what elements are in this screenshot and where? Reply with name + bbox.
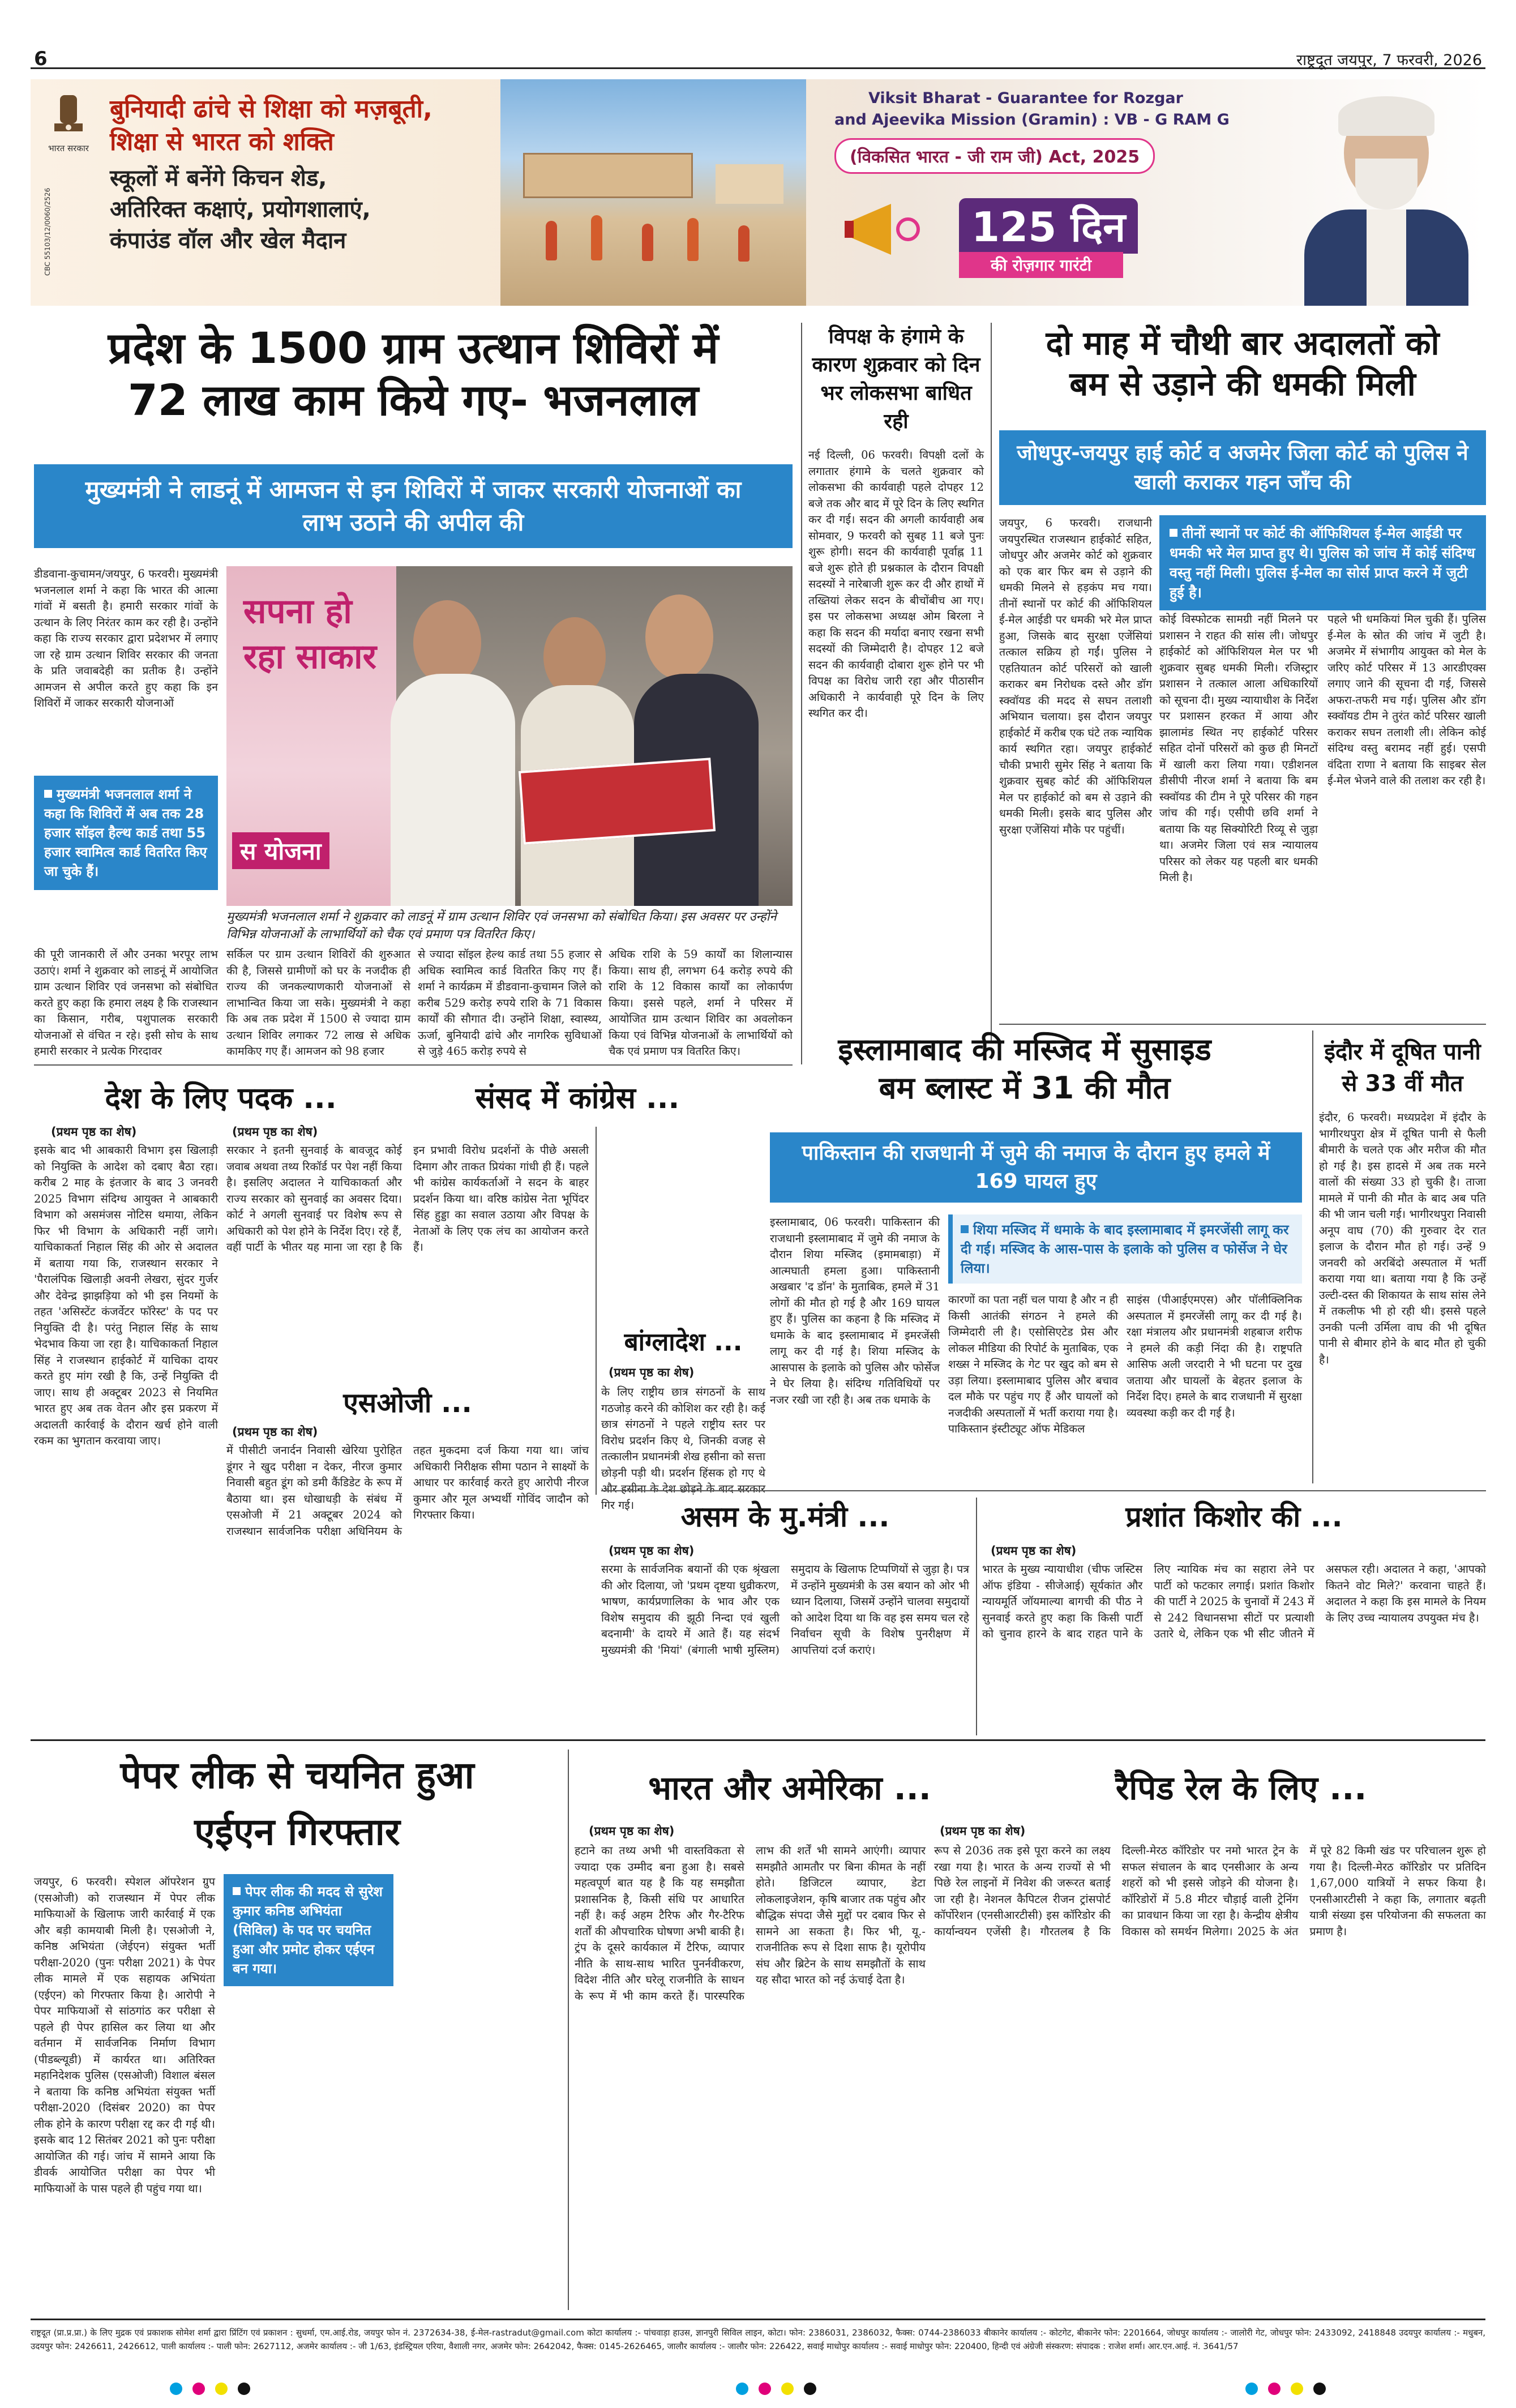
bangladesh-jump: (प्रथम पृष्ठ का शेष) (609, 1366, 695, 1379)
loksabha-headline: विपक्ष के हंगामे के कारण शुक्रवार को दिन भर लोकसभा बाधित रही (812, 325, 980, 433)
islamabad-body-1: इस्लामाबाद, 06 फरवरी। पाकिस्तान की राजधानी इस्लामाबाद में जुमे की नमाज के दौरान शिया मस्जिद (इमामबाड़ा) में आत्मघाती हमला हुआ। पाकिस्तानी अखबार 'द डॉन' के मुताबिक, हमले में 31 लोगों की मौत हो गई है और 169 घायल हुए हैं। पुलिस का कहना है कि मस्जिद में धमाके के बाद इस्लामाबाद में इमरजेंसी लागू कर दी गई है। शिया मस्जिद के आसपास के इलाके को पुलिस और फोर्सेज ने घेर लिया है। संदिग्ध गतिविधियों पर नजर रखी जा रही है। अब तक धमाके के (770, 1216, 940, 1406)
bomb-body-3: पहले भी धमकियां मिल चुकी हैं। पुलिस ई-मेल के स्रोत की जांच में जुटी है। अजमेर में संभागीय आयुक्त को मेल के जरिए कोर्ट परिसर में 13 आरडीएक्स लगाए जाने की सूचना दी गई, जिससे अफरा-तफरी मच गई। पुलिस और डॉग स्क्वॉयड टीम ने तुरंत कोर्ट परिसर खाली कराकर सघन तलाशी ली। लेकिन कोई संदिग्ध वस्तु बरामद नहीं हुई। एसपी वंदिता राणा ने बताया कि साइबर सेल ई-मेल भेजने वाले की तलाश कर रही है। (1327, 613, 1486, 787)
main-body-2: की पूरी जानकारी लें और उनका भरपूर लाभ उठाएं। शर्मा ने शुक्रवार को लाडनूं में आयोजित ग्राम उत्थान शिविर एवं जनसभा को संबोधित करते हुए कहा कि हमारा लक्ष्य है कि राजस्थान का किसान, गरीब, पशुपालक सरकारी योजनाओं से वंचित न रहे। इसी सोच के साथ हमारी सरकार ने प्रत्येक गिरदावर (34, 948, 218, 1058)
bomb-headline-1: दो माह में चौथी बार अदालतों को (1046, 324, 1440, 362)
megaphone-icon (840, 193, 925, 266)
prashant-body: भारत के मुख्य न्यायाधीश (चीफ जस्टिस ऑफ इंडिया - सीजेआई) सूर्यकांत और न्यायमूर्ति जॉयमाल्या बागची की पीठ ने सुनवाई करते हुए कहा कि किसी पार्टी को चुनाव हारने के बाद राहत पाने के लिए न्यायिक मंच का सहारा लेने पर पार्टी को फटकार लगाई। प्रशांत किशोर की पार्टी ने 2025 के चुनावों में 243 में से 242 विधानसभा सीटों पर प्रत्याशी उतारे थे, लेकिन एक भी सीट जीतने में असफल रही। अदालत ने कहा, 'आपको कितने वोट मिले?' करवाना चाहते हैं। अदालत ने कहा कि इस मामले के नियम के लिए उच्च न्यायालय उपयुक्त मंच है। (982, 1563, 1486, 1640)
bullet-square-icon (44, 790, 52, 798)
column-rule (976, 1498, 977, 1735)
ad-emblem-caption: भारत सरकार (48, 143, 89, 153)
paperleak-body-cont (399, 1874, 563, 2310)
main-headline-1: प्रदेश के 1500 ग्राम उत्थान शिविरों में (108, 323, 719, 373)
section-rule (601, 1490, 1486, 1491)
sog-body: में पीसीटी जनार्दन निवासी खेरिया पुरोहित डूंगर ने खुद परीक्षा न देकर, नीरज कुमार निवासी बहुत डूंग को डमी कैंडिडेट के रूप में बैठाया था। इस धोखाधड़ी के संबंध में एसओजी में 21 अक्टूबर 2024 को राजस्थान सार्वजनिक परीक्षा अधिनियम के तहत मुकदमा दर्ज किया गया था। जांच अधिकारी निरीक्षक सीमा पठान ने साक्ष्यों के आधार पर कार्रवाई करते हुए आरोपी नीरज कुमार और मूल अभ्यर्थी गोविंद जादौन को गिरफ्तार किया। (226, 1444, 589, 1538)
main-body-1: डीडवाना-कुचामन/जयपुर, 6 फरवरी। मुख्यमंत्री भजनलाल शर्मा ने कहा कि भारत की आत्मा गांवों में बसती है। हमारी सरकार गांवों के उत्थान के लिए निरंतर काम कर रही है। उन्होंने कहा कि राज्य सरकार द्वारा प्रदेशभर में लगाए जा रहे ग्राम उत्थान शिविर सरकार की जनता के प्रति जवाबदेही का प्रतीक है। उन्होंने आमजन से अपील करते हुए कहा कि इन शिविरों में जाकर सरकारी योजनाओं (34, 567, 218, 709)
main-highlight-text: मुख्यमंत्री भजनलाल शर्मा ने कहा कि शिविरों में अब तक 28 हजार सॉइल हैल्थ कार्ड तथा 55 हजार स्वामित्व कार्ड वितरित किए जा चुके हैं। (44, 786, 207, 879)
ad-sub-2: अतिरिक्त कक्षाएं, प्रयोगशालाएं, (110, 196, 371, 223)
ad-portrait (1293, 91, 1480, 306)
loksabha-body: नई दिल्ली, 06 फरवरी। विपक्षी दलों के लगातार हंगामे के चलते शुक्रवार को लोकसभा की कार्यवाही पहले दोपहर 12 बजे तक और बाद में पूरे दिन के लिए स्थगित कर दी गई। सदन की अगली कार्यवाही अब सोमवार, 9 फरवरी को सुबह 11 बजे पुनः शुरू होगी। सदन की कार्यवाही पूर्वाह्न 11 बजे शुरू होते ही प्रश्नकाल के दौरान विपक्षी सदस्यों ने नारेबाजी शुरू कर दी और हाथों में तख्तियां लेकर सदन के बीचोंबीच आ गए। इस पर लोकसभा अध्यक्ष ओम बिरला ने कहा कि सदन की मर्यादा बनाए रखना सभी सदस्यों की जिम्मेदारी है। दोपहर 12 बजे सदन की कार्यवाही दोबारा शुरू होने पर भी विपक्ष का विरोध जारी रहा और पीठासीन अधिकारी ने कार्यवाही पूरे दिन के लिए स्थगित कर दी। (808, 448, 984, 720)
bomb-subhead: जोधपुर-जयपुर हाई कोर्ट व अजमेर जिला कोर्ट को पुलिस ने खाली कराकर गहन जाँच की (999, 430, 1486, 505)
paperleak-headline-2: एईएन गिरफ्तार (194, 1810, 400, 1854)
photo-banner-text: सपना हो रहा साकार (243, 592, 377, 677)
congress-body: सरकार ने इतनी सुनवाई के बावजूद कोई जवाब अथवा तथ्य रिकॉर्ड पर पेश नहीं किया है। इसलिए अदालत ने याचिकाकर्ता और राज्य सरकार को सुनवाई का अवसर दिया। कोर्ट ने अगली सुनवाई पर विशेष रूप से अधिकारी को पेश होने के निर्देश दिए। रहे हैं, वहीं पार्टी के भीतर यह माना जा रहा है कि इन प्रभावी विरोध प्रदर्शनों के पीछे असली दिमाग और ताकत प्रियंका गांधी ही हैं। पहले भी कांग्रेस कार्यकर्ताओं ने सदन के बाहर प्रदर्शन किया था। वरिष्ठ कांग्रेस नेता भूपिंदर सिंह हुड्डा का सवाल उठाया और विपक्ष के नेताओं के लिए एक लंच का आयोजन करते हैं। (226, 1144, 589, 1254)
ad-headline-2: शिक्षा से भारत को शक्ति (110, 127, 334, 156)
islamabad-headline-2: बम ब्लास्ट में 31 की मौत (879, 1070, 1171, 1106)
main-body-4: से ज्यादा सॉइल हेल्थ कार्ड तथा 55 हजार से अधिक स्वामित्व कार्ड वितरित किए गए हैं। शर्मा ने कार्यक्रम में डीडवाना-कुचामन जिले को करीब 529 करोड़ रुपये राशि के 71 विकास कार्यों की सौगात दी। उन्होंने शिक्षा, स्वास्थ्य, ऊर्जा, बुनियादी ढांचे और नागरिक सुविधाओं से जुड़े 465 करोड़ रुपये से (418, 948, 602, 1058)
ad-right-title-1: Viksit Bharat - Guarantee for Rozgar (868, 89, 1183, 107)
bullet-square-icon (961, 1225, 969, 1233)
section-rule (999, 1024, 1486, 1025)
print-registration-marks (0, 2378, 1516, 2401)
footer-imprint: राष्ट्रदूत (प्रा.प्र.प्रा.) के लिए मुद्रक एवं प्रकाशक सोमेश शर्मा द्वारा प्रिंटिंग एवं प्रकाशन : सुधर्मा, एम.आई.रोड, जयपुर फोन नं. 2372634-38, ई-मेल-rastradut@gmail.com कोटा कार्यालय :- पांचवाड़ा हाउस, ज्ञानपुरी सिविल लाइन, कोटा। फोन: 2386031, 2386032, फैक्स: 0744-2386033 बीकानेर कार्यालय :- कोटगेट, बीकानेर फोन: 2201664, जोधपुर कार्यालय :- जालोरी गेट, जोधपुर फोन: 2433092, 2418848 उदयपुर कार्यालय :- मधुबन, उदयपुर फोन: 2426611, 2426612, पाली कार्यालय :- पाली फोन: 2627112, अजमेर कार्यालय :- जी 1/63, इंडस्ट्रियल एरिया, वैशाली नगर, अजमेर फोन: 2642042, फैक्स: 0145-2626465, जालौर कार्यालय :- जालौर फोन: 226422, सवाई माधोपुर कार्यालय :- सवाई माधोपुर फोन: 220400, हिन्दी एवं अंग्रेजी संस्करण: संपादक : राजेश शर्मा। आर.एन.आई. नं. 3641/57 (31, 2328, 1485, 2351)
islamabad-highlight-text: शिया मस्जिद में धमाके के बाद इस्लामाबाद में इमरजेंसी लागू कर दी गई। मस्जिद के आस-पास के इलाके को पुलिस व फोर्सेज ने घेर लिया। (961, 1222, 1289, 1276)
padak-jump: (प्रथम पृष्ठ का शेष) (51, 1125, 137, 1139)
indore-headline: इंदौर में दूषित पानी से 33 वीं मौत (1324, 1039, 1481, 1097)
congress-headline: संसद में कांग्रेस ... (475, 1081, 680, 1115)
islamabad-highlight (948, 1214, 1302, 1284)
main-highlight (34, 776, 218, 890)
ad-days: 125 दिन (959, 198, 1138, 254)
ad-act-label: (विकसित भारत - जी राम जी) Act, 2025 (834, 138, 1155, 174)
islamabad-subhead: पाकिस्तान की राजधानी में जुमे की नमाज के दौरान हुए हमले में 169 घायल हुए (770, 1132, 1302, 1203)
section-rule (31, 1739, 1485, 1741)
ad-school-photo (500, 79, 806, 306)
paperleak-highlight-text: पेपर लीक की मदद से सुरेश कुमार कनिष्ठ अभियंता (सिविल) के पद पर चयनित हुआ और प्रमोट होकर एईएन बन गया। (233, 1884, 383, 1977)
main-body-3: सर्किल पर ग्राम उत्थान शिविरों की शुरुआत की है, जिससे ग्रामीणों को घर के नजदीक ही राज्य की जनकल्याणकारी योजनाओं से लाभान्वित किया जा सके। मुख्यमंत्री ने कहा कि अब तक प्रदेश में 1500 से ज्यादा ग्राम उत्थान शिविर लगाकर 72 लाख से अधिक कामकिए गए हैं। आमजन को 98 हजार (226, 948, 410, 1058)
padak-body: इसके बाद भी आबकारी विभाग इस खिलाड़ी को नियुक्ति के आदेश को दबाए बैठा रहा। करीब 2 माह के इंतजार के बाद 3 जनवरी 2025 विभाग संदिग्ध आयुक्त ने आबकारी विभाग को असमंजस नोटिस थमाया, लेकिन फिर भी विभाग के अधिकारी नहीं जागे। याचिकाकर्ता निहाल सिंह की ओर से अदालत में बताया गया कि, राजस्थान सरकार ने 'पैरालंपिक खिलाड़ी अवनी लेखरा, सुंदर गुर्जर और देवेन्द्र झाझड़िया को भी इस नियमों के तहत 'असिस्टेंट कंजर्वेटर फॉरेस्ट' के पद पर नियुक्ति दी है। परंतु निहाल सिंह के साथ भेदभाव किया जा रहा है। याचिकाकर्ता निहाल सिंह ने राजस्थान हाईकोर्ट में याचिका दायर करते हुए मांग रखी है कि, उन्हें नियुक्ति दी जाए। साथ ही अक्टूबर 2023 से नियमित भारत हुए अब तक वेतन और इस प्रकरण में अदालती कार्रवाई के दौरान खर्च होने वाली रकम का भुगतान करवाया जाए। (34, 1144, 218, 1447)
islamabad-body-3: साइंस (पीआईएमएस) और पॉलीक्लिनिक अस्पताल में इमरजेंसी लागू कर दी गई है। रक्षा मंत्रालय और प्रधानमंत्री शहबाज शरीफ ने हमले की कड़ी निंदा की है। राष्ट्रपति आसिफ अली जरदारी ने भी घटना पर दुख जताया और घायलों के बेहतर इलाज के निर्देश दिए। हमले के बाद राजधानी में सुरक्षा व्यवस्था कड़ी कर दी गई है। (1127, 1293, 1302, 1419)
footer (31, 2319, 1485, 2353)
paperleak-highlight (224, 1874, 393, 1986)
section-rule (34, 1064, 793, 1066)
ad-sub-1: स्कूलों में बनेंगे किचन शेड, (110, 165, 327, 191)
column-rule (568, 1750, 569, 2310)
bangladesh-body: के लिए राष्ट्रीय छात्र संगठनों के साथ गठजोड़ करने की कोशिश कर रही है। कई छात्र संगठनों ने पहले राष्ट्रीय स्तर पर विरोध प्रदर्शन किए थे, जिनकी वजह से तत्कालीन प्रधानमंत्री शेख हसीना को सत्ता छोड़नी पड़ी थी। प्रदर्शन हिंसक हो गए थे और हसीना के देश छोड़ने के बाद सरकार गिर गई। (601, 1385, 765, 1512)
us-headline: भारत और अमेरिका ... (648, 1769, 931, 1807)
bomb-body-1: जयपुर, 6 फरवरी। राजधानी जयपुरस्थित राजस्थान हाईकोर्ट सहित, जोधपुर और अजमेर कोर्ट को शुक्रवार को एक बार फिर बम से उड़ाने की धमकी मिलने से हड़कंप मच गया। तीनों स्थानों पर कोर्ट की ऑफिशियल ई-मेल आईडी पर धमकी भरे मेल प्राप्त हुआ, जिसके बाद सुरक्षा एजेंसियां तत्काल सक्रिय हो गईं। पुलिस ने एहतियातन कोर्ट परिसरों को खाली कराकर बम निरोधक दस्ते और डॉग स्क्वॉयड की मदद से सघन तलाशी अभियान चलाया। इस दौरान जयपुर हाईकोर्ट में करीब एक घंटे तक न्यायिक कार्य स्थगित रहा। जयपुर हाईकोर्ट चौकी प्रभारी सुमेर सिंह ने बताया कि शुक्रवार सुबह कोर्ट की ऑफिशियल मेल पर हाईकोर्ट को बम से उड़ाने की धमकी मिली। इसके बाद पुलिस और सुरक्षा एजेंसियां मौके पर पहुंचीं। (999, 516, 1152, 836)
assam-headline: असम के मु.मंत्री ... (680, 1500, 890, 1533)
column-rule (596, 1127, 597, 1495)
main-photo-caption: मुख्यमंत्री भजनलाल शर्मा ने शुक्रवार को लाडनूं में ग्राम उत्थान शिविर एवं जनसभा को संबोधित किया। इस अवसर पर उन्होंने विभिन्न योजनाओं के लाभार्थियों को चैक एवं प्रमाण पत्र वितरित किए। (226, 910, 777, 942)
prashant-headline: प्रशांत किशोर की ... (1125, 1500, 1343, 1533)
rail-headline: रैपिड रेल के लिए ... (1115, 1769, 1367, 1807)
sog-headline: एसओजी ... (343, 1387, 472, 1419)
bomb-highlight-text: तीनों स्थानों पर कोर्ट की ऑफिशियल ई-मेल आईडी पर धमकी भरे मेल प्राप्त हुए थे। पुलिस को जांच में कोई संदिग्ध वस्तु नहीं मिली। पुलिस ई-मेल का सोर्स प्राप्त करने में जुटी हुई है। (1170, 525, 1475, 601)
main-headline-2: 72 लाख काम किये गए- भजनलाल (127, 375, 699, 425)
bomb-body-2: कोई विस्फोटक सामग्री नहीं मिलने पर प्रशासन ने राहत की सांस ली। जोधपुर हाईकोर्ट को ऑफिशियल मेल पर भी शुक्रवार सुबह धमकी मिली। रजिस्ट्रार प्रशासन ने तत्काल आला अधिकारियों को सूचना दी। मुख्य न्यायाधीश के निर्देश पर प्रशासन हरकत में आया और झालामंड स्थित नए हाईकोर्ट परिसर सहित दोनों परिसरों को कुछ ही मिनटों में खाली करा लिया गया। एडीशनल डीसीपी नीरज शर्मा ने बताया कि बम स्क्वॉयड की टीम ने पूरे परिसर की गहन जांच की गई। एसीपी छवि शर्मा ने बताया कि यह सिक्योरिटी रिव्यू से जुड़ा था। अजमेर जिला एवं सत्र न्यायालय परिसर को लेकर यह पहली बार धमकी मिली है। (1159, 613, 1318, 884)
sog-jump: (प्रथम पृष्ठ का शेष) (232, 1425, 318, 1439)
indore-body: इंदौर, 6 फरवरी। मध्यप्रदेश में इंदौर के भागीरथपुरा क्षेत्र में दूषित पानी से फैली बीमारी के चलते एक और मरीज की मौत हो गई है। इस हादसे में अब तक मरने वालों की संख्या 33 हो चुकी है। ताजा मामले में पानी की मौत के बाद अब पति की भी जान चली गई। भागीरथपुरा निवासी अनूप वाघ (70) की गुरुवार देर रात इलाज के दौरान मौत हो गई। उन्हें 9 जनवरी को अरबिंदो अस्पताल में भर्ती कराया गया था। बताया गया है कि उन्हें उल्टी-दस्त की शिकायत के साथ सांस लेने में तकलीफ भी हो रही थी। इससे पहले उनकी पत्नी उर्मिला वाघ की भी दूषित पानी से बीमार होने के बाद मौत हो चुकी है। (1319, 1111, 1486, 1366)
rail-jump: (प्रथम पृष्ठ का शेष) (940, 1824, 1026, 1838)
main-body-5: अधिक राशि के 59 कार्यों का शिलान्यास किया। साथ ही, लगभग 64 करोड़ रुपये की राशि के 12 विकास कार्यों का लोकार्पण किया। इससे पहले, शर्मा ने परिसर में आयोजित ग्राम उत्थान शिविर का अवलोकन किया एवं विभिन्न योजनाओं के लाभार्थियों को चैक एवं प्रमाण पत्र वितरित किए। (609, 948, 793, 1058)
main-photo (226, 566, 793, 906)
bomb-highlight (1159, 515, 1486, 610)
bangladesh-headline: बांग्लादेश ... (624, 1328, 743, 1357)
column-rule (801, 323, 802, 1064)
padak-headline: देश के लिए पदक ... (105, 1081, 337, 1115)
ashoka-emblem-icon (43, 89, 94, 140)
rail-body: रूप से 2036 तक इसे पूरा करने का लक्ष्य रखा गया है। भारत के अन्य राज्यों से भी पिछे रेल लाइनों में निवेश की जरूरत बताई जा रही है। नेशनल कैपिटल रीजन ट्रांसपोर्ट कॉर्पोरेशन (एनसीआरटीसी) इस कॉरिडोर की कार्यान्वयन एजेंसी है। गौरतलब है कि दिल्ली-मेरठ कॉरिडोर पर नमो भारत ट्रेन के सफल संचालन के बाद एनसीआर के अन्य शहरों को भी इससे जोड़ने की योजना है। कॉरिडोरों में 5.8 मीटर चौड़ाई वाली ट्रेनिंग का प्रावधान किया जा रहा है। केन्द्रीय क्षेत्रीय विकास को समर्थन मिलेगा। 2025 के अंत में पूरे 82 किमी खंड पर परिचालन शुरू हो गया है। दिल्ली-मेरठ कॉरिडोर पर प्रतिदिन 1,67,000 यात्रियों ने सफर किया है। एनसीआरटीसी ने कहा कि, लगातार बढ़ती यात्री संख्या इस परियोजना की सफलता का प्रमाण है। (934, 1844, 1486, 1938)
ad-right-title-2: and Ajeevika Mission (Gramin) : VB - G RAM G (834, 111, 1230, 129)
bullet-square-icon (233, 1887, 241, 1895)
bomb-headline-2: बम से उड़ाने की धमकी मिली (1069, 365, 1416, 403)
masthead-dateline: राष्ट्रदूत जयपुर, 7 फरवरी, 2026 (1296, 52, 1482, 69)
main-subhead: मुख्यमंत्री ने लाडनूं में आमजन से इन शिविरों में जाकर सरकारी योजनाओं का लाभ उठाने की अपील की (34, 464, 793, 548)
ad-banner (31, 79, 1485, 306)
congress-jump: (प्रथम पृष्ठ का शेष) (232, 1125, 318, 1139)
paperleak-headline-1: पेपर लीक से चयनित हुआ (120, 1753, 474, 1797)
ad-sub-3: कंपाउंड वॉल और खेल मैदान (110, 228, 346, 254)
ad-side-code: CBC 55103/12/0060/2526 (44, 187, 52, 276)
ad-headline-1: बुनियादी ढांचे से शिक्षा को मज़बूती, (110, 95, 432, 123)
column-rule (991, 323, 992, 1042)
islamabad-headline-1: इस्लामाबाद की मस्जिद में सुसाइड (838, 1032, 1211, 1067)
ad-emblem (43, 89, 94, 152)
assam-body: सरमा के सार्वजनिक बयानों की एक श्रृंखला की ओर दिलाया, जो 'प्रथम दृष्टया धुव्रीकरण, भाषण, कार्यप्रणालिका के भाव और एक विशेष समुदाय की झूठी निन्दा एवं खुली बदनामी' के दायरे में आते हैं। यह संदर्भ मुख्यमंत्री की 'मियां' (बंगाली भाषी मुस्लिम) समुदाय के खिलाफ टिप्पणियों से जुड़ा है। पत्र में उन्होंने मुख्यमंत्री के उस बयान को ओर भी ध्यान दिलाया, जिसमें उन्होंने चालवा समुदायों को आदेश दिया था कि वह इस समय चल रहे निर्वाचन सूची के विशेष पुनरीक्षण में आपत्तियां दर्ज कराएं। (601, 1563, 969, 1657)
column-rule (1312, 1030, 1313, 1483)
islamabad-body-2: कारणों का पता नहीं चल पाया है और न ही किसी आतंकी संगठन ने हमले की जिम्मेदारी ली है। एसोसिएटेड प्रेस और लोकल मीडिया की रिपोर्ट के मुताबिक, एक शख्स ने मस्जिद के गेट पर खुद को बम से उड़ा लिया। इस्लामाबाद पुलिस और बचाव दल मौके पर पहुंच गए हैं और घायलों को नजदीकी अस्पतालों में भर्ती कराया गया है। पाकिस्तान इंस्टीट्यूट ऑफ मेडिकल (948, 1293, 1118, 1435)
ad-days-sub: की रोज़गार गारंटी (959, 252, 1123, 278)
page-number: 6 (34, 48, 48, 70)
bullet-square-icon (1170, 529, 1177, 537)
photo-banner-text-2: स योजना (232, 832, 329, 869)
prashant-jump: (प्रथम पृष्ठ का शेष) (991, 1544, 1077, 1558)
assam-jump: (प्रथम पृष्ठ का शेष) (609, 1544, 695, 1558)
page-header (31, 50, 1485, 69)
paperleak-body: जयपुर, 6 फरवरी। स्पेशल ऑपरेशन ग्रुप (एसओजी) को राजस्थान में पेपर लीक माफियाओं के खिलाफ जारी कार्रवाई में एक और बड़ी कामयाबी मिली है। एसओजी ने, कनिष्ठ अभियंता (जेईएन) संयुक्त भर्ती परीक्षा-2020 (पुनः परीक्षा 2021) के पेपर लीक मामले में एक सहायक अभियंता (एईएन) को गिरफ्तार किया है। आरोपी ने पेपर माफियाओं से सांठगांठ कर परीक्षा से पहले ही पेपर हासिल कर लिया था और वर्तमान में सार्वजनिक निर्माण विभाग (पीडब्ल्यूडी) में कार्यरत था। अतिरिक्त महानिदेशक पुलिस (एसओजी) विशाल बंसल ने बताया कि कनिष्ठ अभियंता संयुक्त भर्ती परीक्षा-2020 (दिसंबर 2020) का पेपर लीक होने के कारण परीक्षा रद्द कर दी गई थी। इसके बाद 12 सितंबर 2021 को पुनः परीक्षा आयोजित की गई। जांच में सामने आया कि डीवर्क आयोजित परीक्षा का पेपर भी माफियाओं के पास पहले ही पहुंच गया था। (34, 1875, 215, 2195)
us-body: हटाने का तथ्य अभी भी वास्तविकता से ज्यादा एक उम्मीद बना हुआ है। सबसे महत्वपूर्ण बात यह है कि यह समझौता प्रशासनिक है, किसी संधि पर आधारित नहीं है। कई अहम टैरिफ और गैर-टैरिफ शर्तों की औपचारिक घोषणा अभी बाकी है। ट्रंप के दूसरे कार्यकाल में टैरिफ, व्यापार नीति के साथ-साथ भारित पुनर्नवीकरण, विदेश नीति और घरेलू राजनीति के साधन के रूप में भी काम करते हैं। पारस्परिक लाभ की शर्तें भी सामने आएंगी। व्यापार समझौते आमतौर पर बिना कीमत के नहीं होते। डिजिटल व्यापार, डेटा लोकलाइजेशन, कृषि बाजार तक पहुंच और बौद्धिक संपदा जैसे मुद्दों पर दबाव फिर से सामने आ सकता है। फिर भी, यू.-राजनीतिक रूप से दिशा साफ है। यूरोपीय संघ और ब्रिटेन के साथ समझौतों के साथ यह सौदा भारत को नई ऊंचाई देता है। (575, 1844, 926, 2003)
us-jump: (प्रथम पृष्ठ का शेष) (589, 1824, 675, 1838)
